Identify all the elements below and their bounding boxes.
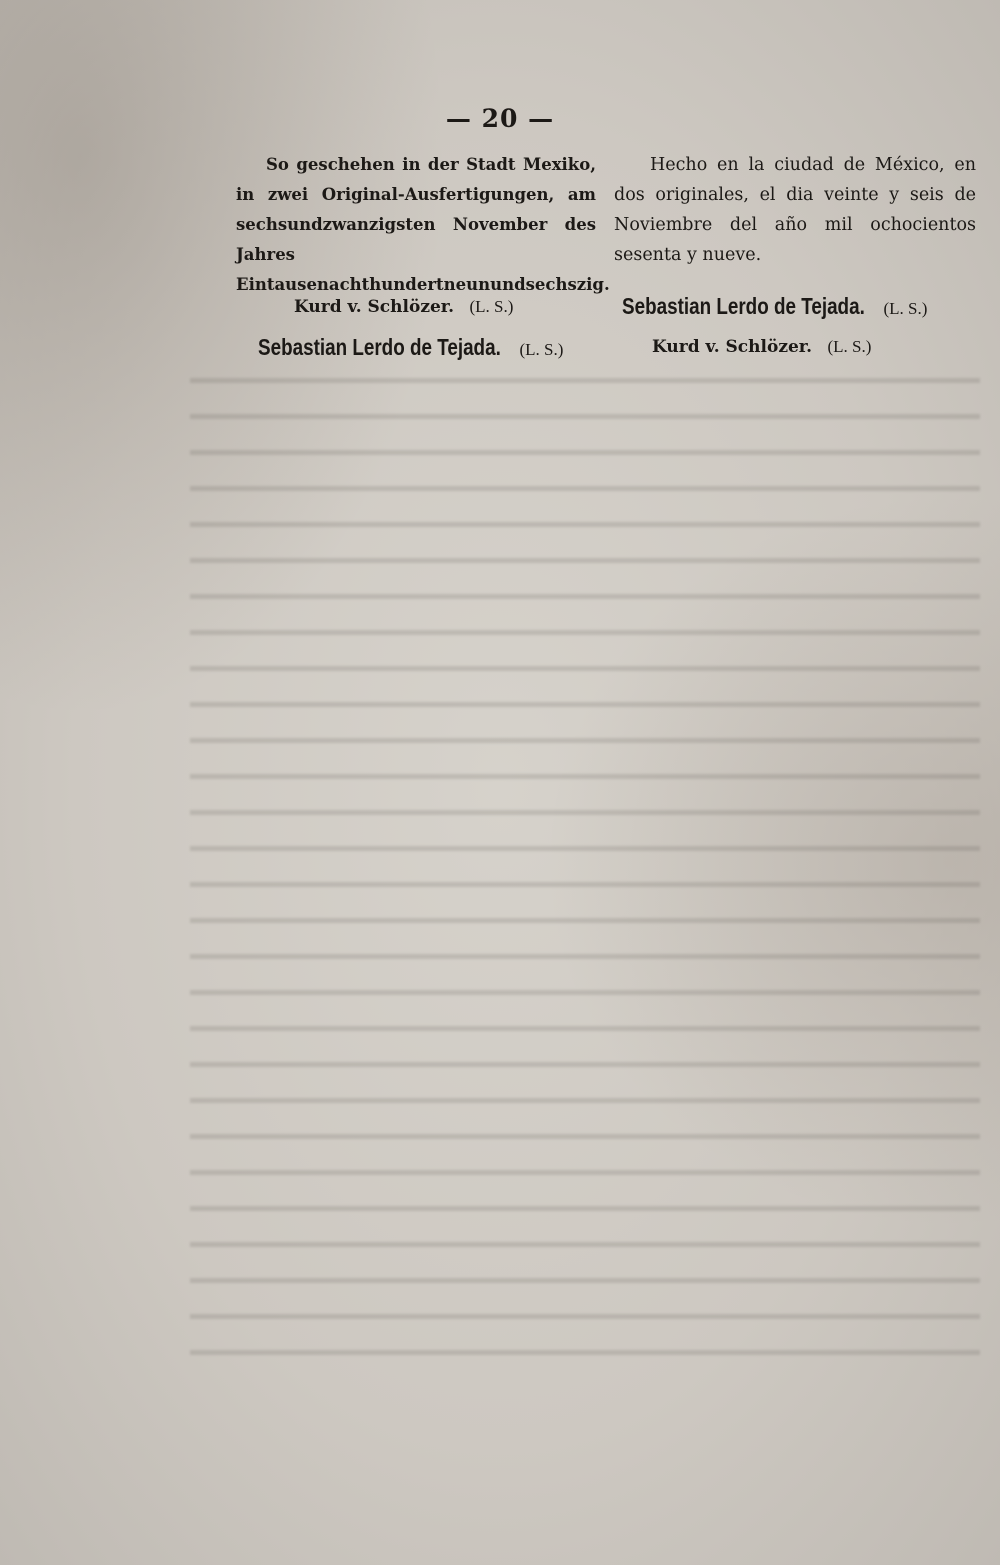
seal-mark: (L. S.) bbox=[883, 299, 928, 318]
seal-mark: (L. S.) bbox=[827, 337, 872, 356]
german-signature-schloezer bbox=[294, 295, 513, 319]
spanish-signature-schloezer bbox=[652, 335, 871, 359]
spanish-closing-paragraph: Hecho en la ciudad de México, en dos originales, el dia veinte y seis de Noviembre del año mil ochocientos sesenta y nueve. bbox=[614, 155, 976, 265]
signature-name: Kurd v. Schlözer. bbox=[652, 337, 813, 357]
spanish-column bbox=[614, 150, 976, 270]
bleed-through-texture bbox=[190, 360, 980, 1380]
seal-mark: (L. S.) bbox=[519, 340, 564, 359]
seal-mark: (L. S.) bbox=[469, 297, 514, 316]
signature-name: Kurd v. Schlözer. bbox=[294, 297, 455, 317]
signature-name: Sebastian Lerdo de Tejada. bbox=[622, 293, 865, 319]
spanish-signature-lerdo bbox=[622, 294, 927, 321]
german-closing-paragraph: So geschehen in der Stadt Mexiko, in zwei Original-Ausfertigungen, am sechsundzwanzigsten November des Jahres Eintausenachthundertneunundsechszig. bbox=[236, 155, 610, 294]
german-signature-lerdo bbox=[258, 335, 563, 362]
signature-name: Sebastian Lerdo de Tejada. bbox=[258, 334, 501, 360]
page-number: — 20 — bbox=[445, 104, 555, 133]
german-column bbox=[236, 150, 610, 300]
